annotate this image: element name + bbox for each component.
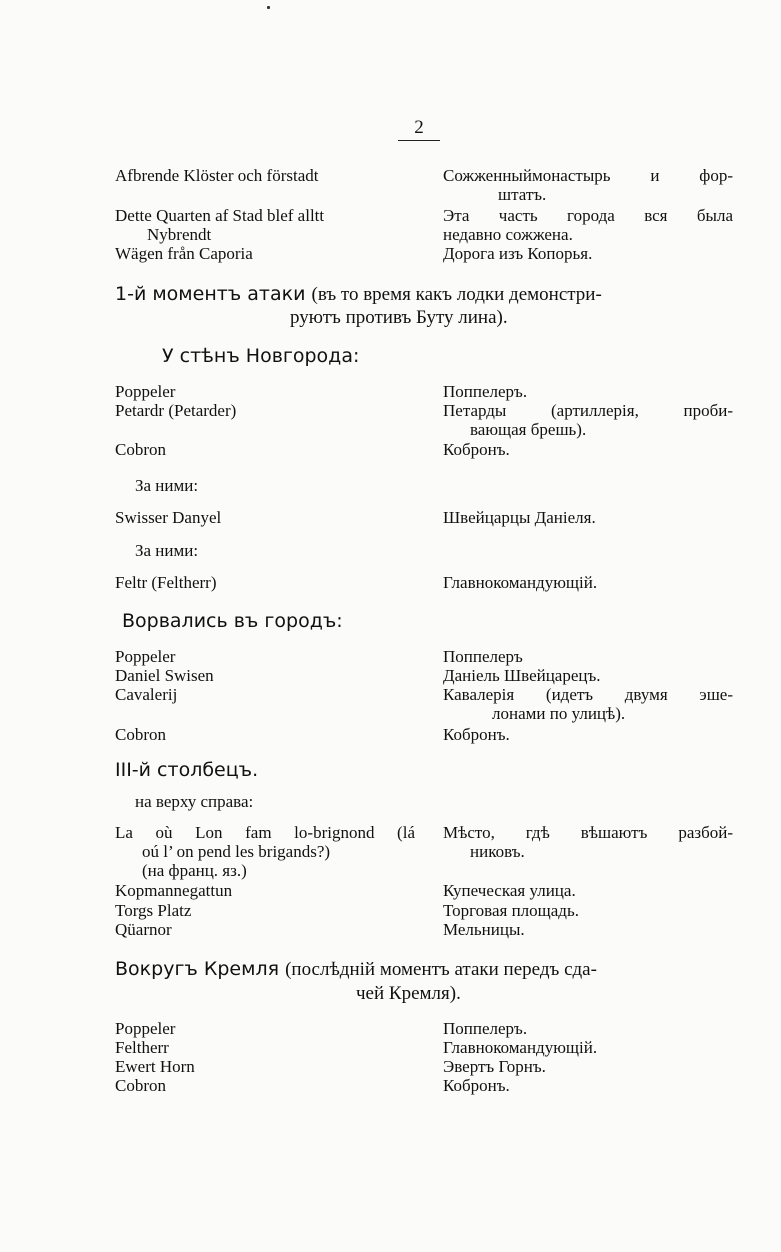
swedish-text: (на франц. яз.) xyxy=(142,861,247,880)
swedish-text: Poppeler xyxy=(115,382,176,401)
subheading: За ними: xyxy=(135,476,199,495)
section-heading-cont: руютъ противъ Буту лина). xyxy=(290,307,508,328)
russian-text: Эта часть города вся была xyxy=(443,206,733,225)
swedish-text: Swisser Danyel xyxy=(115,508,222,527)
russian-text: Даніель Швейцарецъ. xyxy=(443,666,601,685)
russian-text: Кобронъ. xyxy=(443,725,510,744)
russian-text: Кавалерія (идетъ двумя эше- xyxy=(443,685,733,704)
russian-text: Кобронъ. xyxy=(443,1076,510,1095)
subheading: За ними: xyxy=(135,541,199,560)
swedish-text: Cobron xyxy=(115,1076,166,1095)
swedish-text: Qüarnor xyxy=(115,920,172,939)
section-heading-cont: чей Кремля). xyxy=(356,983,461,1004)
swedish-text: Wägen från Caporia xyxy=(115,244,253,263)
swedish-text: Kopmannegattun xyxy=(115,881,233,900)
russian-text: Поппелеръ xyxy=(443,647,523,666)
swedish-text: Feltherr xyxy=(115,1038,169,1057)
swedish-text: Cobron xyxy=(115,440,166,459)
russian-text: Поппелеръ. xyxy=(443,382,528,401)
section-heading: III-й столбецъ. xyxy=(115,759,259,781)
swedish-text: Torgs Platz xyxy=(115,901,192,920)
swedish-text: Petardr (Petarder) xyxy=(115,401,237,420)
russian-text: Мѣсто, гдѣ вѣшаютъ разбой- xyxy=(443,823,733,842)
swedish-text: Ewert Horn xyxy=(115,1057,195,1076)
russian-text: никовъ. xyxy=(470,842,525,861)
russian-text: Торговая площадь. xyxy=(443,901,579,920)
russian-text: штатъ. xyxy=(498,185,547,204)
russian-text: Купеческая улица. xyxy=(443,881,576,900)
swedish-text: La où Lon fam lo-brignond (lá xyxy=(115,823,415,842)
swedish-text: Poppeler xyxy=(115,1019,176,1038)
swedish-text: Nybrendt xyxy=(147,225,212,244)
ink-speck xyxy=(267,6,270,9)
russian-text: Главнокомандующій. xyxy=(443,573,598,592)
russian-text: вающая брешь). xyxy=(470,420,587,439)
swedish-text: Feltr (Feltherr) xyxy=(115,573,217,592)
swedish-text: Cavalerij xyxy=(115,685,178,704)
russian-text: Дорога изъ Копорья. xyxy=(443,244,593,263)
section-heading: У стѣнъ Новгорода: xyxy=(162,345,360,367)
russian-text: лонами по улицѣ). xyxy=(492,704,626,723)
section-heading: Ворвались въ городъ: xyxy=(122,610,343,632)
section-heading: Вокругъ Кремля (послѣдній моментъ атаки передъ сда- xyxy=(115,958,597,980)
russian-text: Поппелеръ. xyxy=(443,1019,528,1038)
swedish-text: Poppeler xyxy=(115,647,176,666)
russian-text: Главнокомандующій. xyxy=(443,1038,598,1057)
russian-text: Сожженныймонастырь и фор- xyxy=(443,166,733,185)
swedish-text: Cobron xyxy=(115,725,166,744)
subheading: на верху справа: xyxy=(135,792,254,811)
russian-text: Эвертъ Горнъ. xyxy=(443,1057,546,1076)
swedish-text: Dette Quarten af Stad blef alltt xyxy=(115,206,325,225)
russian-text: Швейцарцы Даніеля. xyxy=(443,508,596,527)
russian-text: Мельницы. xyxy=(443,920,525,939)
russian-text: недавно сожжена. xyxy=(443,225,573,244)
swedish-text: Afbrende Klöster och förstadt xyxy=(115,166,319,185)
section-heading: 1-й моментъ атаки (въ то время какъ лодки демонстри- xyxy=(115,283,602,305)
russian-text: Кобронъ. xyxy=(443,440,510,459)
russian-text: Петарды (артиллерія, проби- xyxy=(443,401,733,420)
swedish-text: oú l’ on pend les brigands?) xyxy=(142,842,331,861)
page-number: 2 xyxy=(398,118,440,141)
swedish-text: Daniel Swisen xyxy=(115,666,214,685)
